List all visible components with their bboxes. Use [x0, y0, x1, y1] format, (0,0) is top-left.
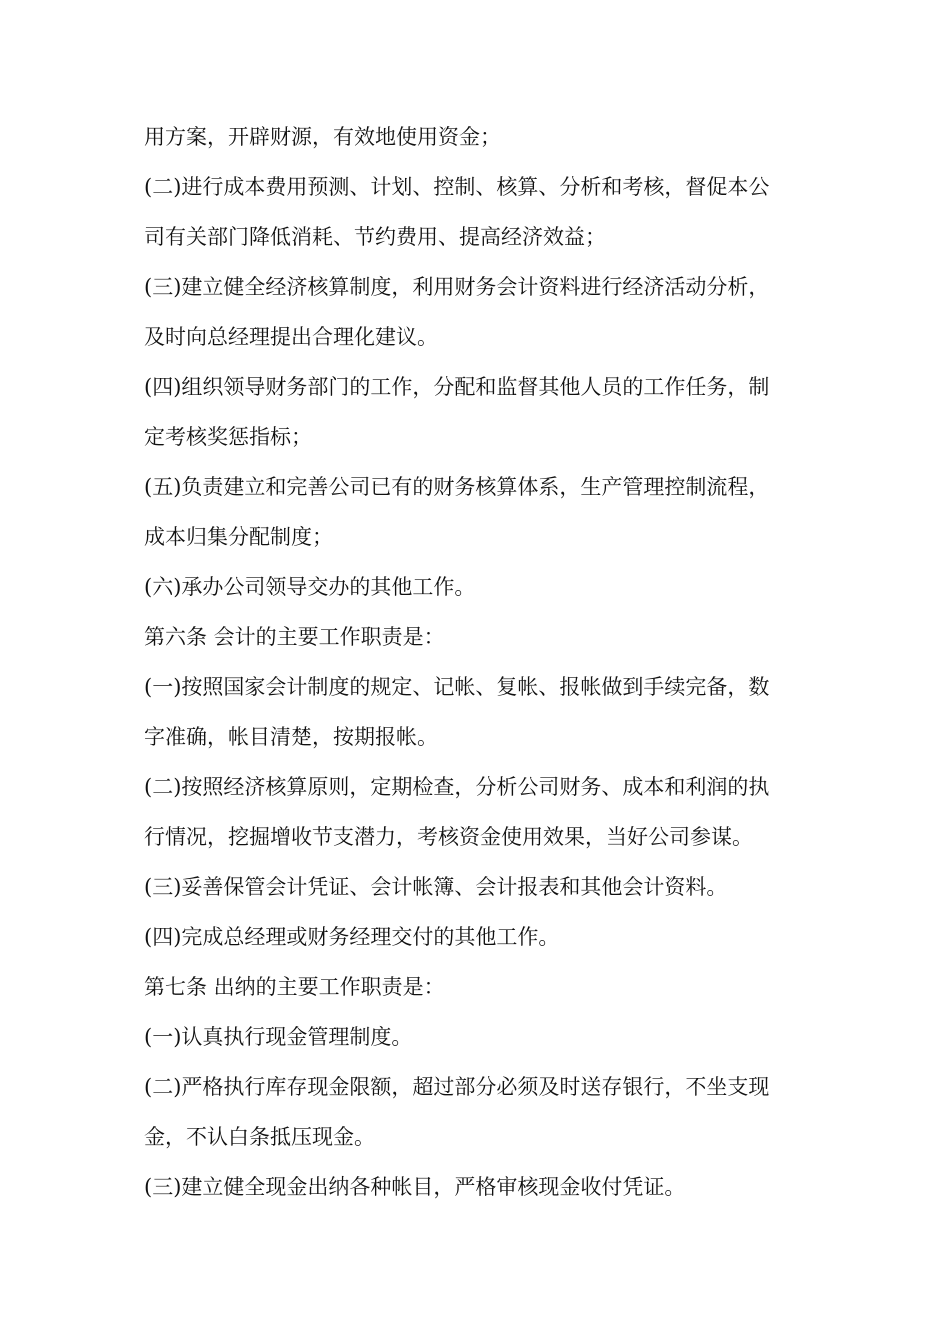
text-line: 定考核奖惩指标； [144, 425, 312, 449]
document-body [144, 112, 814, 1212]
text-line: 用方案，开辟财源，有效地使用资金； [144, 125, 501, 149]
text-line: (二)进行成本费用预测、计划、控制、核算、分析和考核，督促本公 [144, 175, 770, 199]
text-line: (一)按照国家会计制度的规定、记帐、复帐、报帐做到手续完备，数 [144, 675, 770, 699]
text-line: (一)认真执行现金管理制度。 [144, 1025, 413, 1049]
text-line: 金，不认白条抵压现金。 [144, 1125, 375, 1149]
text-line: 行情况，挖掘增收节支潜力，考核资金使用效果，当好公司参谋。 [144, 825, 753, 849]
text-line: (四)组织领导财务部门的工作，分配和监督其他人员的工作任务，制 [144, 375, 770, 399]
text-line: (二)按照经济核算原则，定期检查，分析公司财务、成本和利润的执 [144, 775, 770, 799]
text-line: 成本归集分配制度； [144, 525, 333, 549]
text-line: (四)完成总经理或财务经理交付的其他工作。 [144, 925, 560, 949]
text-line: 及时向总经理提出合理化建议。 [144, 325, 438, 349]
article-heading: 第六条 会计的主要工作职责是： [144, 625, 445, 649]
text-line: (三)建立健全经济核算制度，利用财务会计资料进行经济活动分析， [144, 275, 770, 299]
article-heading: 第七条 出纳的主要工作职责是： [144, 975, 445, 999]
text-line: (三)建立健全现金出纳各种帐目，严格审核现金收付凭证。 [144, 1175, 686, 1199]
text-line: (六)承办公司领导交办的其他工作。 [144, 575, 476, 599]
text-line: (五)负责建立和完善公司已有的财务核算体系，生产管理控制流程， [144, 475, 770, 499]
text-line: 司有关部门降低消耗、节约费用、提高经济效益； [144, 225, 606, 249]
text-line: 字准确，帐目清楚，按期报帐。 [144, 725, 438, 749]
text-line: (三)妥善保管会计凭证、会计帐簿、会计报表和其他会计资料。 [144, 875, 728, 899]
text-line: (二)严格执行库存现金限额，超过部分必须及时送存银行，不坐支现 [144, 1075, 770, 1099]
